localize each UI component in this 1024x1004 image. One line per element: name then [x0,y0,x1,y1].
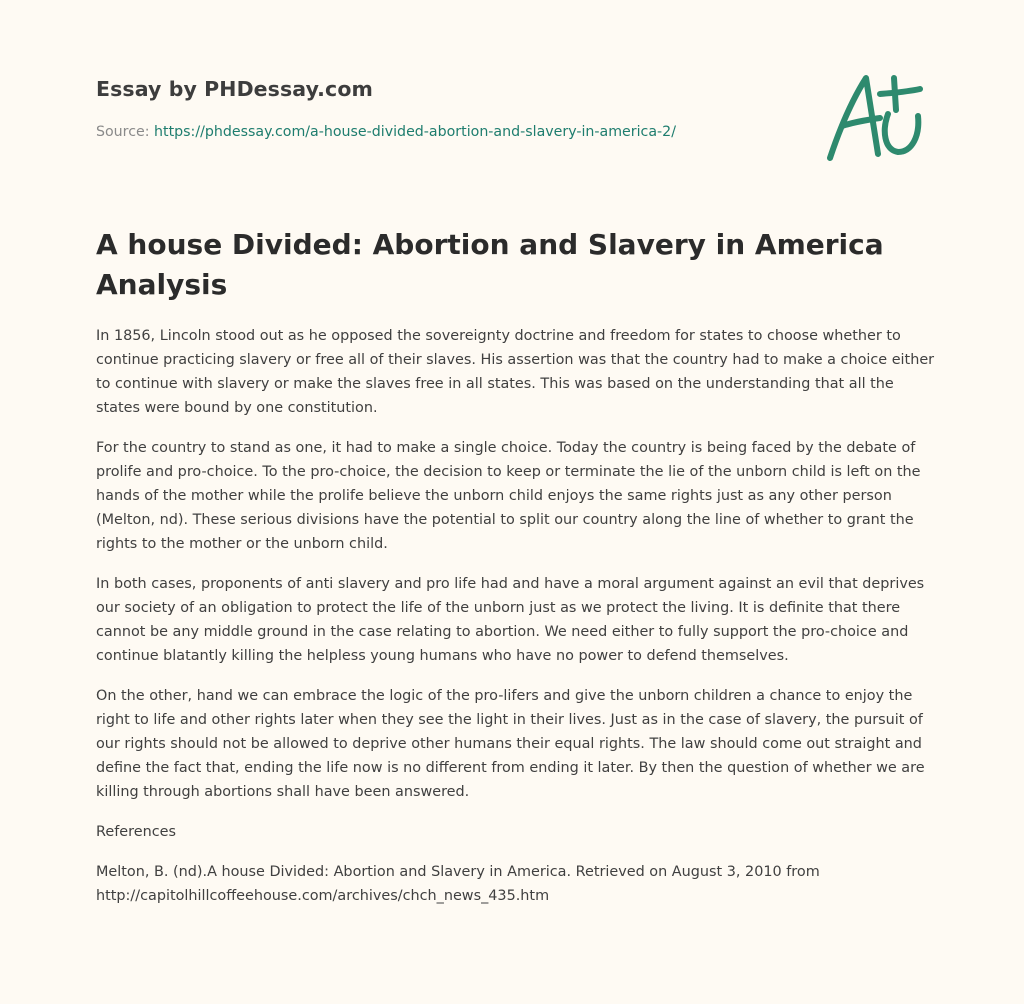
essay-paragraph: In both cases, proponents of anti slavery and pro life had and have a moral argument against an evil that deprives our society of an obligation to protect the life of the unborn just as we protect the living. It is definite that there cannot be any middle ground in the case relating to abortion. We need either to fully support the pro-choice and continue blatantly killing the helpless young humans who have no power to defend themselves. [96,576,925,664]
site-title: Essay by PHDessay.com [96,77,373,101]
references-heading: References [96,824,176,840]
source-link[interactable]: https://phdessay.com/a-house-divided-abortion-and-slavery-in-america-2/ [154,124,676,140]
essay-paragraph: In 1856, Lincoln stood out as he opposed the sovereignty doctrine and freedom for states to choose whether to continue practicing slavery or free all of their slaves. His assertion was that the country had to make a choice either to continue with slavery or make the slaves free in all states. This was based on the understanding that all the states were bound by one constitution. [96,328,935,416]
essay-paragraph: On the other, hand we can embrace the logic of the pro-lifers and give the unborn children a chance to enjoy the right to life and other rights later when they see the light in their lives. Just as in the case of slavery, the pursuit of our rights should not be allowed to deprive other humans their equal rights. The law should come out straight and define the fact that, ending the life now is no different from ending it later. By then the question of whether we are killing through abortions shall have been answered. [96,688,925,800]
source-line [96,124,676,140]
essay-paragraph: For the country to stand as one, it had to make a single choice. Today the country is being faced by the debate of prolife and pro-choice. To the pro-choice, the decision to keep or terminate the lie of the unborn child is left on the hands of the mother while the prolife believe the unborn child enjoys the same rights just as any other person (Melton, nd). These serious divisions have the potential to split our country along the line of whether to grant the rights to the mother or the unborn child. [96,440,921,552]
a-plus-icon [822,66,934,166]
source-label: Source: [96,124,155,140]
reference-item: Melton, B. (nd).A house Divided: Abortion and Slavery in America. Retrieved on August 3, 2010 from http://capitolhillcoffeehouse.com/archives/chch_news_435.htm [96,864,820,904]
essay-body [96,324,936,924]
essay-title: A house Divided: Abortion and Slavery in America Analysis [96,228,884,301]
